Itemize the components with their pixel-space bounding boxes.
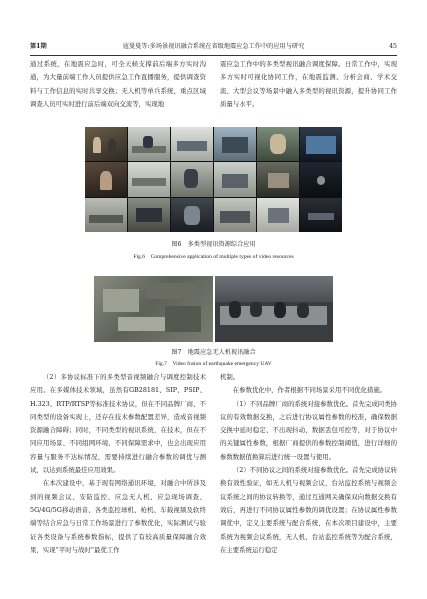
paragraph: （1）不同品牌厂商的系统对接参数优化。首先完成同类协议的有效数据交换，之后进行协议属性参数的校准，确保数据交换中延时稳定、不出现抖动、数据丢包可控等，对于协议中的关键属性参数，根据厂商提供的参数控制阈值，进行详细的参数数据值换算后进行统一设置与使用。 <box>220 399 397 461</box>
paragraph: （2）多协议标准下的多类型音视频融合与调度控制技术应用。在多媒体技术领域，虽然有GB28181、SIP、PSIP、H.323、RTP/RTSP等标准技术协议，但在不同品牌厂商、不同类型的设备实现上，还存在技术参数配置差异，造成音视频资源融合障碍；同时，不同类型的视讯系统，在技术，但在不同应用场景、不同组网环境、不同保障需求中，也会出现应用容量与服务不达标情况，需要持续进行融合参数的调优与测试，以达到系统最佳应用效果。 <box>30 373 206 475</box>
paragraph: 震应急工作中的多类型视讯融合调度保障。日常工作中，实现多方实时可视化协同工作，在地震监测、分析会商、学术交流、大型会议等场景中融入多类型的视讯资源，提升协同工作质量与水平。 <box>220 60 397 108</box>
paragraph: 机制。 <box>220 373 240 381</box>
figure-7-image <box>94 276 333 342</box>
figure-7-caption-en: Fig.7 Video fusion of earthquake emergency UAV <box>155 361 272 367</box>
video-tile <box>214 162 256 196</box>
paragraph: 在本次建设中，基于现有网络通讯环境，对融合中所涉及到的视频会议、安防监控、应急无人机、应急现场调查、5G/4G/5G移动语音、各类监控球机、枪机、车载视频及软终端等结合应急与日常工作场景进行了参数优化，实际测试与验证各类设备与系统参数指标，提供了有较高质量保障融合效果，实现“平时与战时”最优工作 <box>30 479 206 554</box>
video-tile <box>171 127 213 161</box>
video-tile <box>128 127 170 161</box>
paragraph: （2）不同协议之间的系统对接参数优化。首先完成协议转换有效性验证，如无人机与视频会议，台站监控系统与视频会议系统之间的协议转换等，通过互通网关确保双向数据交换有效后，再进行不同协议属性参数的调优设置；在协议属性参数调优中，定义主要系统与配合系统，在本次项目建设中，主要系统为视频会议系统，无人机、台站监控系统等为配合系统，在主要系统运行稳定 <box>220 466 397 554</box>
video-tile <box>128 162 170 196</box>
figure-7-caption: 图7 地震应急无人机视讯融合 <box>171 349 256 356</box>
video-tile <box>85 127 127 161</box>
bottom-left-column <box>30 371 206 557</box>
paragraph: 通过系统，在地震应急时，可全天候支撑前后端多方实时沟通，为大量前端工作人员提供应急工作直播服务，提供调查资料与工作信息的实时共享交换；无人机等单兵系统、重点区域调查人员可实时进行前后端双向交流等，实现地 <box>30 60 206 108</box>
video-tile <box>300 127 342 161</box>
video-tile <box>214 127 256 161</box>
video-tile <box>85 162 127 196</box>
video-tile <box>85 198 127 232</box>
header-rule <box>30 55 397 56</box>
top-right-column <box>220 58 397 111</box>
figure-6-caption: 图6 多类型视讯资源综合应用 <box>171 241 256 248</box>
top-left-column <box>30 58 206 111</box>
video-tile <box>171 162 213 196</box>
figure-6-image <box>85 127 342 232</box>
video-tile <box>300 162 342 196</box>
video-tile <box>257 198 299 232</box>
video-tile <box>257 127 299 161</box>
figure-6-caption-en: Fig.6 Comprehensive application of multiple types of video resources <box>133 254 294 260</box>
running-title: 寇曼曼等:多场景视讯融合系统在省级地震应急工作中的应用与研究 <box>122 43 305 50</box>
page-number: 45 <box>389 43 397 50</box>
issue-label: 第1期 <box>30 43 47 50</box>
uav-aerial-view <box>94 276 213 342</box>
running-header <box>30 41 397 53</box>
video-tile <box>257 162 299 196</box>
bottom-right-column <box>220 371 397 557</box>
paragraph: 在参数优化中，作者根据不同场景采用不同优化措施。 <box>232 386 387 395</box>
video-tile <box>214 198 256 232</box>
video-tile <box>171 198 213 232</box>
video-tile <box>300 198 342 232</box>
video-tile <box>128 198 170 232</box>
uav-conference-view <box>215 276 334 342</box>
